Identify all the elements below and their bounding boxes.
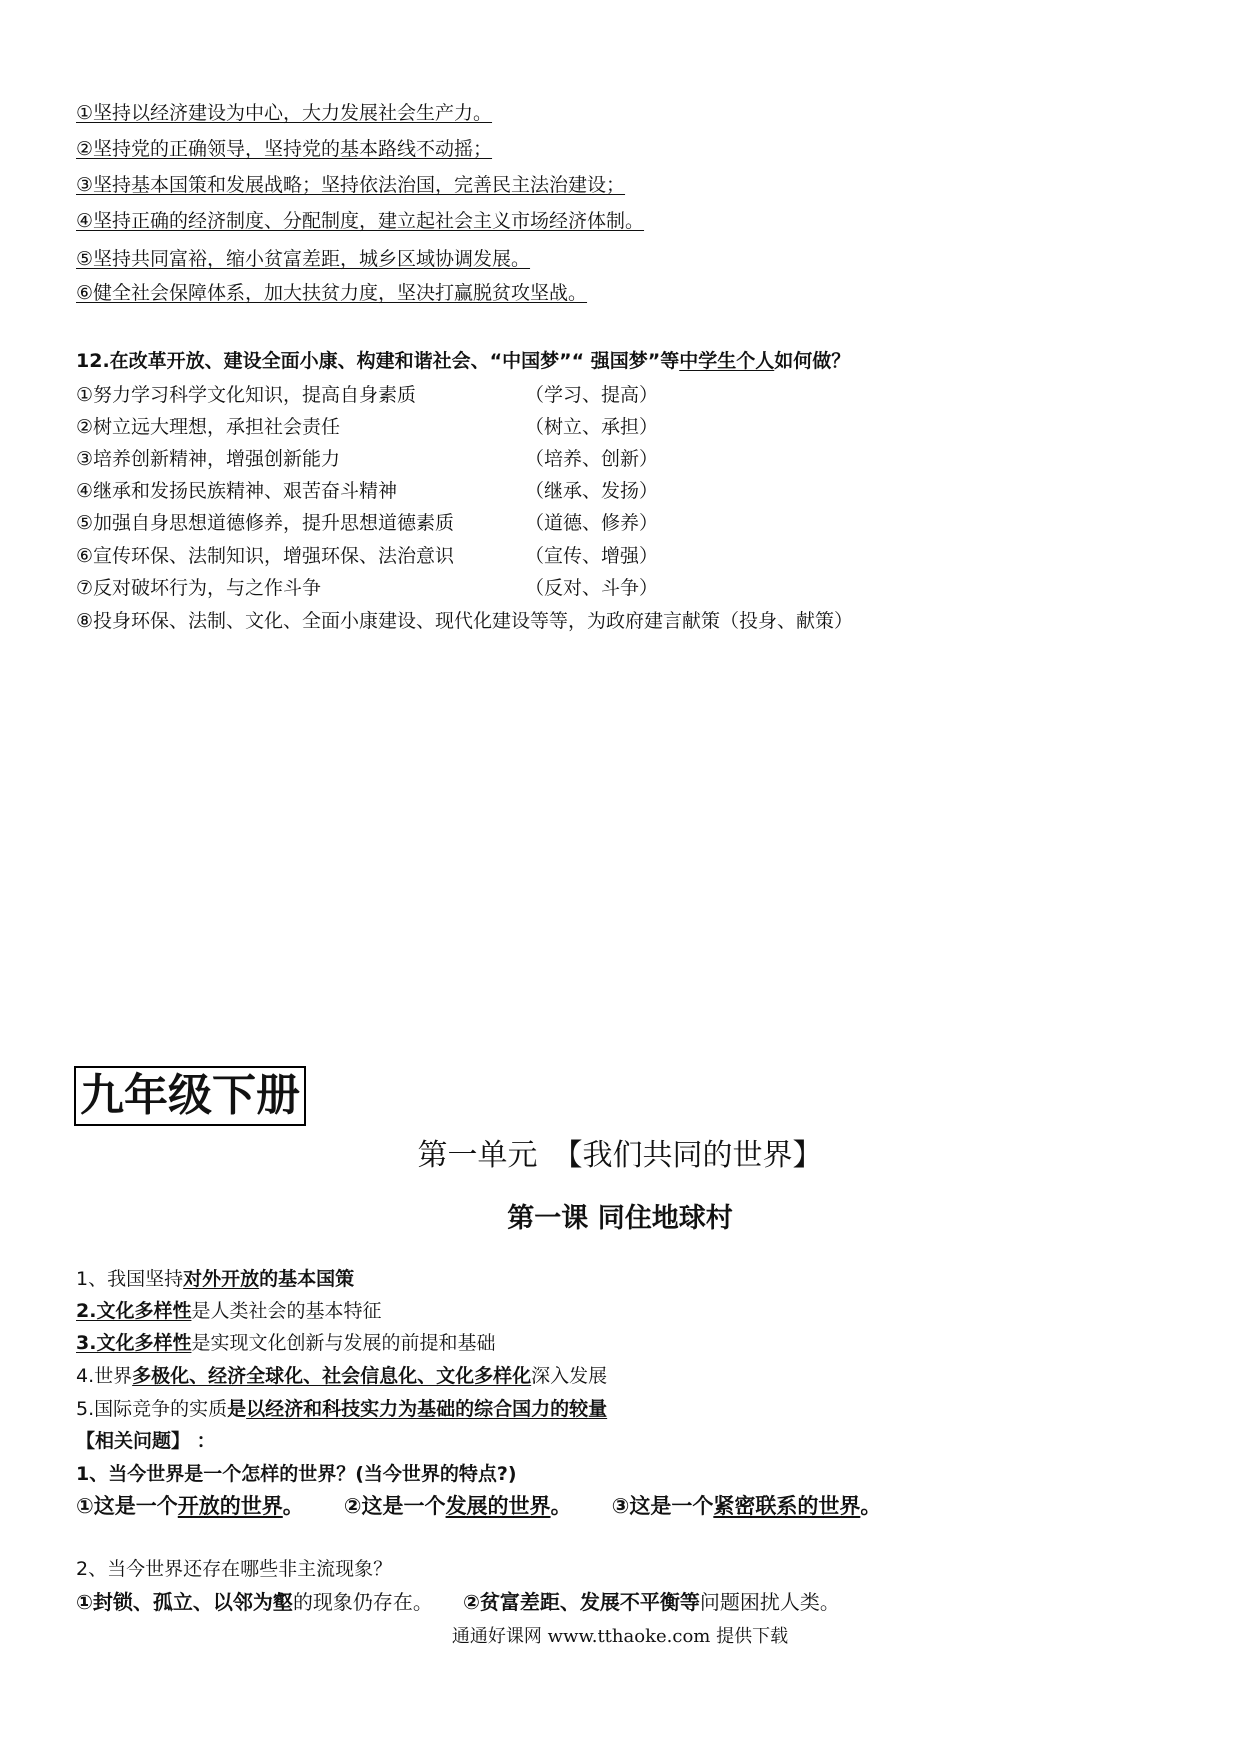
answer-text: ⑦反对破坏行为，与之作斗争 [76,577,322,599]
answer-text: ②树立远大理想，承担社会责任 [76,416,341,438]
question-2-answer [76,1586,840,1615]
list-item: ⑤坚持共同富裕，缩小贫富差距，城乡区域协调发展。 [76,248,531,270]
key-point [76,1264,354,1291]
key-point-text: 是实现文化创新与发展的前提和基础 [191,1332,496,1354]
question-2-title: 2、当今世界还存在哪些非主流现象？ [76,1558,393,1580]
footer-text: 通通好课网 www.tthaoke.com 提供下载 [451,1626,789,1647]
key-point-emphasis: 以经济和科技实力为基础的综合国力的较量 [246,1398,608,1420]
answer-row [76,412,659,439]
key-point [76,1394,607,1421]
grade-title: 九年级下册 [74,1066,306,1126]
list-item: ①坚持以经济建设为中心，大力发展社会生产力。 [76,102,493,124]
answer-text: ⑤加强自身思想道德修养，提升思想道德素质 [76,512,455,534]
answer-keyword: 紧密联系的世界 [713,1494,861,1518]
list-item: ④坚持正确的经济制度、分配制度，建立起社会主义市场经济体制。 [76,210,645,232]
question-12-title-underlined: 中学生个人 [679,350,775,372]
answer-row [76,541,659,568]
question-1-title: 1、当今世界是一个怎样的世界？(当今世界的特点?) [76,1463,517,1485]
question-1-answer [76,1490,881,1520]
answer-keywords: （宣传、增强） [525,545,659,567]
answer-text: 的现象仍存在。 [292,1590,433,1614]
answer-text: 问题困扰人类。 [699,1590,840,1614]
answer-keywords: （反对、斗争） [525,577,659,599]
list-item: ⑥健全社会保障体系，加大扶贫力度，坚决打赢脱贫攻坚战。 [76,282,588,304]
key-point [76,1361,607,1388]
answer-keyword: 开放的世界 [177,1494,283,1518]
key-point-emphasis: 3.文化多样性 [76,1332,192,1354]
answer-text: ③这是一个 [611,1494,714,1518]
key-point-text: 5.国际竞争的实质 [76,1398,228,1420]
lesson-title: 第一课 同住地球村 [507,1203,733,1234]
key-point-text: 是人类社会的基本特征 [191,1300,382,1322]
question-12-title-prefix: 12.在改革开放、建设全面小康、构建和谐社会、“中国梦”“ 强国梦”等 [76,350,680,372]
answer-row [76,380,659,407]
related-questions-header: 【相关问题】 ： [76,1430,216,1452]
question-12-title-suffix: 如何做？ [774,350,851,372]
answer-text: ⑥宣传环保、法制知识，增强环保、法治意识 [76,545,455,567]
key-point-emphasis: 多极化、经济全球化、社会信息化、文化多样化 [132,1365,532,1387]
key-point [76,1328,495,1355]
answer-row [76,444,659,471]
answer-text: ①这是一个 [76,1494,178,1518]
answer-keywords: （树立、承担） [525,416,659,438]
answer-text: ①努力学习科学文化知识，提高自身素质 [76,384,417,406]
key-point-emphasis: 是 [227,1398,247,1420]
key-point-text: 1、我国坚持 [76,1268,184,1290]
key-point-text: 深入发展 [531,1365,608,1387]
list-item: ②坚持党的正确领导，坚持党的基本路线不动摇； [76,138,493,160]
answer-keywords: （培养、创新） [525,448,659,470]
answer-row [76,508,659,535]
answer-text: ②这是一个 [343,1494,446,1518]
key-point-text: 4.世界 [76,1365,133,1387]
answer-text: 。 [550,1494,572,1518]
key-point-emphasis: 对外开放 [183,1268,260,1290]
question-12-title [76,346,850,373]
answer-keyword: ①封锁、孤立、以邻为壑 [76,1590,293,1614]
answer-keywords: （继承、发扬） [525,480,659,502]
key-point [76,1296,381,1323]
list-item: ③坚持基本国策和发展战略；坚持依法治国，完善民主法治建设； [76,174,626,196]
answer-text: 。 [282,1494,304,1518]
answer-row [76,573,659,600]
unit-title: 第一单元 【我们共同的世界】 [417,1138,823,1173]
answer-row: ⑧投身环保、法制、文化、全面小康建设、现代化建设等等，为政府建言献策（投身、献策） [76,610,854,632]
answer-text: ④继承和发扬民族精神、艰苦奋斗精神 [76,480,398,502]
answer-keywords: （学习、提高） [525,384,659,406]
answer-keyword: 发展的世界 [445,1494,551,1518]
answer-text: 。 [860,1494,882,1518]
answer-keywords: （道德、修养） [525,512,659,534]
key-point-emphasis: 的基本国策 [259,1268,355,1290]
answer-row [76,476,659,503]
answer-keyword: ②贫富差距、发展不平衡等 [462,1590,700,1614]
key-point-emphasis: 2.文化多样性 [76,1300,192,1322]
answer-text: ③培养创新精神，增强创新能力 [76,448,341,470]
